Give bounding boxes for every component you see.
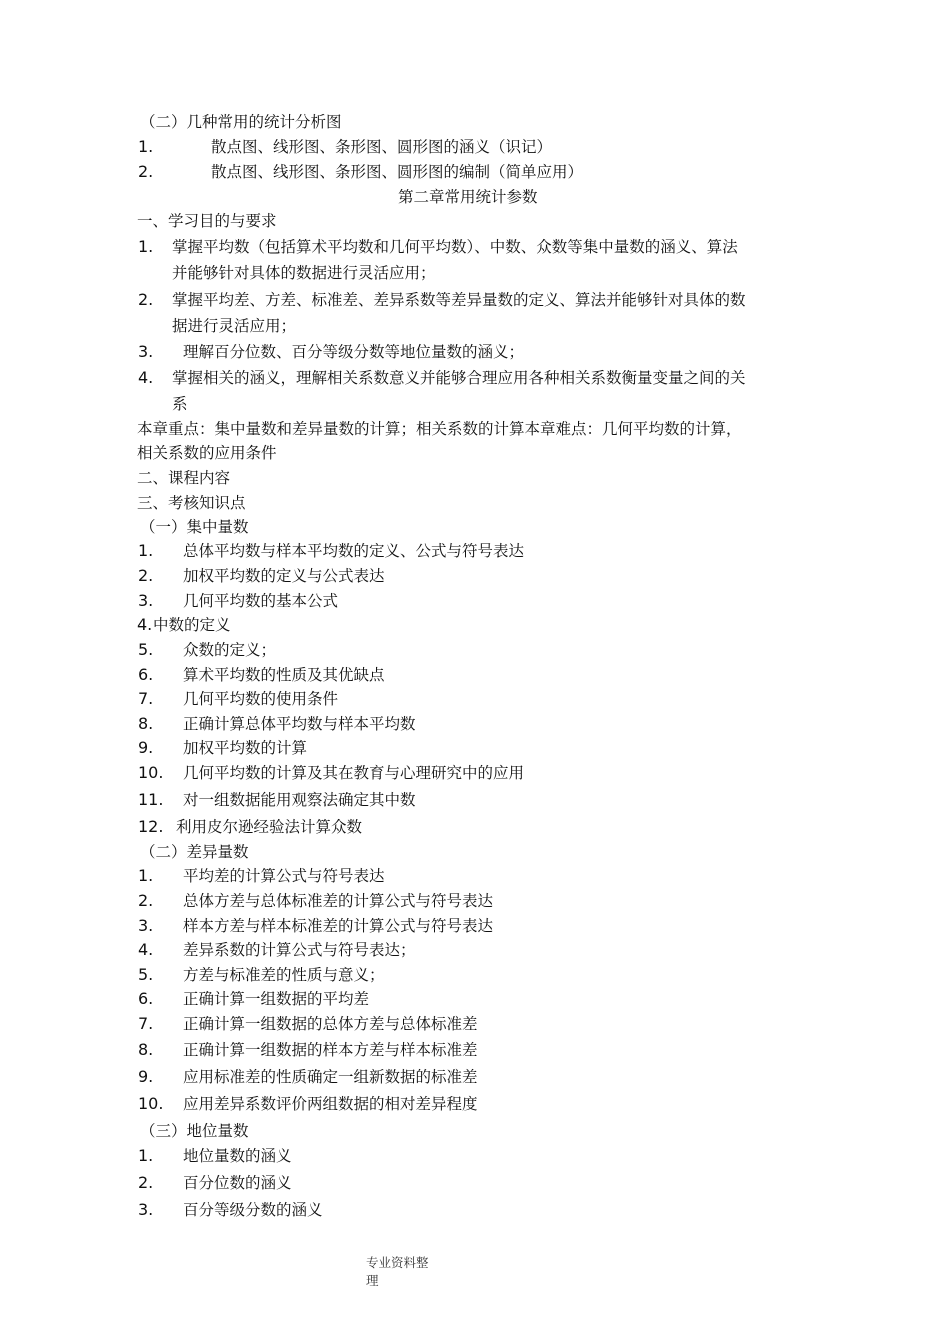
goal-text-continued: 系 [172,395,188,413]
focus-difficulty-text-continued: 相关系数的应用条件 [137,444,277,462]
goal-text: 掌握相关的涵义，理解相关系数意义并能够合理应用各种相关系数衡量变量之间的关 [172,369,746,387]
list-item-number: 9. [138,1067,154,1086]
subsection-heading-dispersion: （二）差异量数 [140,843,249,861]
goal-text: 掌握平均数（包括算术平均数和几何平均数）、中数、众数等集中量数的涵义、算法 [172,238,738,256]
list-item-number: 8. [138,1040,154,1059]
list-item-number: 3. [138,916,154,935]
list-item-text: 散点图、线形图、条形图、圆形图的编制（简单应用） [211,163,584,181]
list-item-text: 方差与标准差的性质与意义； [183,966,385,984]
list-item-text: 百分等级分数的涵义 [183,1201,323,1219]
list-item-text: 散点图、线形图、条形图、圆形图的涵义（识记） [211,138,553,156]
footer-text-continued: 理 [366,1273,379,1288]
list-item-text: 总体方差与总体标准差的计算公式与符号表达 [183,892,494,910]
list-item-text: 算术平均数的性质及其优缺点 [183,666,385,684]
goal-number: 1. [138,237,154,256]
part-heading-goals: 一、学习目的与要求 [137,212,277,230]
list-item-text: 利用皮尔逊经验法计算众数 [176,818,363,836]
list-item-number: 12. [138,817,164,836]
chapter-title: 第二章常用统计参数 [398,188,538,206]
list-item-number: 8. [138,714,154,733]
page-footer [366,1254,446,1290]
list-item-number: 7. [138,689,154,708]
list-item-text: 样本方差与样本标准差的计算公式与符号表达 [183,917,494,935]
list-item-text: 总体平均数与样本平均数的定义、公式与符号表达 [183,542,525,560]
part-heading-content: 二、课程内容 [137,469,231,487]
list-item-text: 正确计算一组数据的样本方差与样本标准差 [183,1041,478,1059]
list-item-number: 3. [138,1200,154,1219]
list-item-number: 1. [138,541,154,560]
list-item-text: 对一组数据能用观察法确定其中数 [183,791,416,809]
list-item-number: 1. [138,866,154,885]
list-item-number: 2. [138,162,154,181]
goal-text: 理解百分位数、百分等级分数等地位量数的涵义； [183,343,525,361]
list-item-number: 4. [137,615,153,634]
goal-text-continued: 并能够针对具体的数据进行灵活应用； [172,264,436,282]
list-item-text: 百分位数的涵义 [183,1174,292,1192]
list-item-text: 正确计算总体平均数与样本平均数 [183,715,416,733]
list-item-text: 应用差异系数评价两组数据的相对差异程度 [183,1095,478,1113]
section-heading-charts: （二）几种常用的统计分析图 [140,113,342,131]
list-item-number: 5. [138,640,154,659]
list-item-text: 加权平均数的定义与公式表达 [183,567,385,585]
list-item-text: 正确计算一组数据的平均差 [183,990,370,1008]
subsection-heading-central: （一）集中量数 [140,518,249,536]
list-item-text: 平均差的计算公式与符号表达 [183,867,385,885]
list-item-text: 差异系数的计算公式与符号表达； [183,941,416,959]
goal-number: 4. [138,368,154,387]
list-item-text: 几何平均数的基本公式 [183,592,339,610]
list-item-number: 4. [138,940,154,959]
part-heading-knowledge: 三、考核知识点 [137,494,246,512]
list-item-number: 7. [138,1014,154,1033]
list-item-text: 中数的定义 [153,616,231,634]
list-item-number: 5. [138,965,154,984]
list-item-number: 2. [138,891,154,910]
list-item-number: 6. [138,989,154,1008]
list-item-text: 应用标准差的性质确定一组新数据的标准差 [183,1068,478,1086]
list-item-text: 正确计算一组数据的总体方差与总体标准差 [183,1015,478,1033]
list-item-number: 3. [138,591,154,610]
list-item-text: 地位量数的涵义 [183,1147,292,1165]
list-item-number: 2. [138,1173,154,1192]
list-item-text: 众数的定义； [183,641,277,659]
list-item-number: 11. [138,790,164,809]
list-item-number: 1. [138,1146,154,1165]
list-item-number: 9. [138,738,154,757]
list-item-text: 几何平均数的计算及其在教育与心理研究中的应用 [183,764,525,782]
list-item-number: 2. [138,566,154,585]
list-item-text: 几何平均数的使用条件 [183,690,339,708]
goal-text: 掌握平均差、方差、标准差、差异系数等差异量数的定义、算法并能够针对具体的数 [172,291,746,309]
list-item-text: 加权平均数的计算 [183,739,308,757]
goal-text-continued: 据进行灵活应用； [172,317,297,335]
list-item-number: 10. [138,763,164,782]
list-item-number: 1. [138,137,154,156]
footer-text: 专业资料整 [366,1255,429,1270]
goal-number: 2. [138,290,154,309]
list-item-number: 10. [138,1094,164,1113]
list-item-number: 6. [138,665,154,684]
focus-difficulty-text: 本章重点：集中量数和差异量数的计算；相关系数的计算本章难点：几何平均数的计算， [137,420,742,438]
goal-number: 3. [138,342,154,361]
subsection-heading-position: （三）地位量数 [140,1122,249,1140]
